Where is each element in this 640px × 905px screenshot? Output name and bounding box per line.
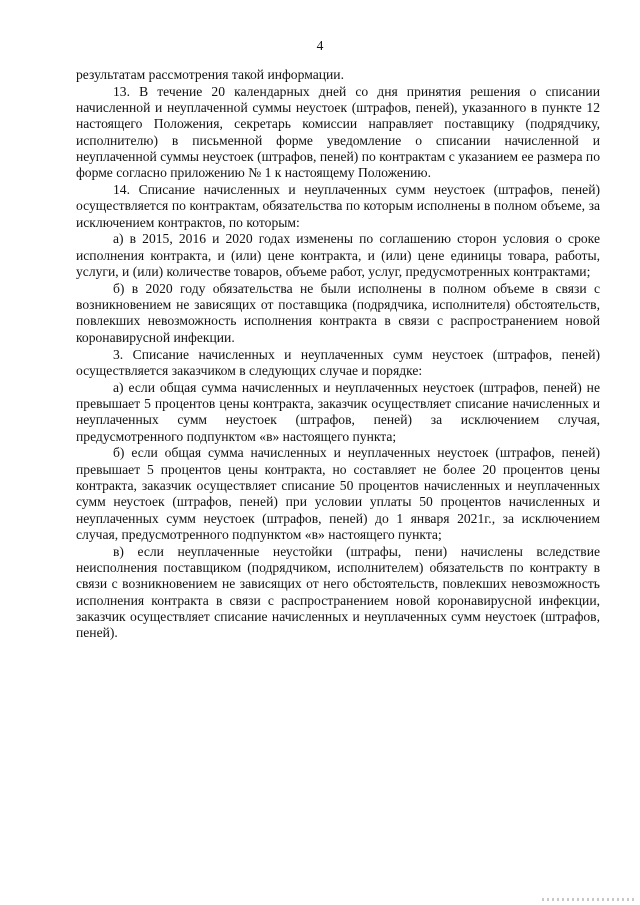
paragraph-item-13: 13. В течение 20 календарных дней со дня принятия решения о списании начисленной и неуплаченной суммы неустоек (штрафов, пеней), указанного в пункте 12 настоящего Положения, секретарь комиссии направляет поставщику (подрядчику, исполнителю) в письменной форме уведомление о списании начисленной и неуплаченной суммы неустоек (штрафов, пеней) по контрактам с указанием ее размера по форме согласно приложению № 1 к настоящему Положению. [76, 83, 600, 181]
paragraph-item-14a: а) в 2015, 2016 и 2020 годах изменены по соглашению сторон условия о сроке исполнения контракта, и (или) цене контракта, и (или) цене единицы товара, работы, услуги, и (или) количестве товаров, объеме работ, услуг, предусмотренных контрактами; [76, 231, 600, 280]
paragraph-item-3b: б) если общая сумма начисленных и неуплаченных неустоек (штрафов, пеней) превышает 5 процентов цены контракта, но составляет не более 20 процентов цены контракта, заказчик осуществляет списание 50 процентов начисленных и неуплаченных сумм неустоек (штрафов, пеней) при условии уплаты 50 процентов начисленных и неуплаченных сумм неустоек (штрафов, пеней) до 1 января 2021г., за исключением случая, предусмотренного подпунктом «в» настоящего пункта; [76, 445, 600, 542]
scan-artifact [542, 898, 634, 901]
paragraph-item-14: 14. Списание начисленных и неуплаченных сумм неустоек (штрафов, пеней) осуществляется по контрактам, обязательства по которым исполнены в полном объеме, за исключением контрактов, по которым: [76, 182, 600, 230]
document-body [76, 67, 600, 642]
paragraph-continuation: результатам рассмотрения такой информации. [76, 67, 344, 82]
paragraph-item-14b: б) в 2020 году обязательства не были исполнены в полном объеме в связи с возникновением не зависящих от поставщика (подрядчика, исполнителя) обстоятельств, повлекших невозможность исполнения контракта в связи с распространением новой коронавирусной инфекции. [76, 280, 600, 345]
page-number: 4 [316, 38, 324, 53]
paragraph-item-3a: а) если общая сумма начисленных и неуплаченных неустоек (штрафов, пеней) не превышает 5 процентов цены контракта, заказчик осуществляет списание начисленных и неуплаченных сумм неустоек (штрафов, пеней) за исключением случая, предусмотренного подпунктом «в» настоящего пункта; [76, 379, 600, 444]
paragraph-item-3: 3. Списание начисленных и неуплаченных сумм неустоек (штрафов, пеней) осуществляется заказчиком в следующих случае и порядке: [76, 346, 600, 378]
paragraph-item-3v: в) если неуплаченные неустойки (штрафы, пени) начислены вследствие неисполнения поставщиком (подрядчиком, исполнителем) обязательств по контракту в связи с возникновением не зависящих от него обстоятельств, повлекших невозможность исполнения контракта в связи с распространением новой коронавирусной инфекции, заказчик осуществляет списание начисленных и неуплаченных сумм неустоек (штрафов, пеней). [76, 543, 600, 641]
